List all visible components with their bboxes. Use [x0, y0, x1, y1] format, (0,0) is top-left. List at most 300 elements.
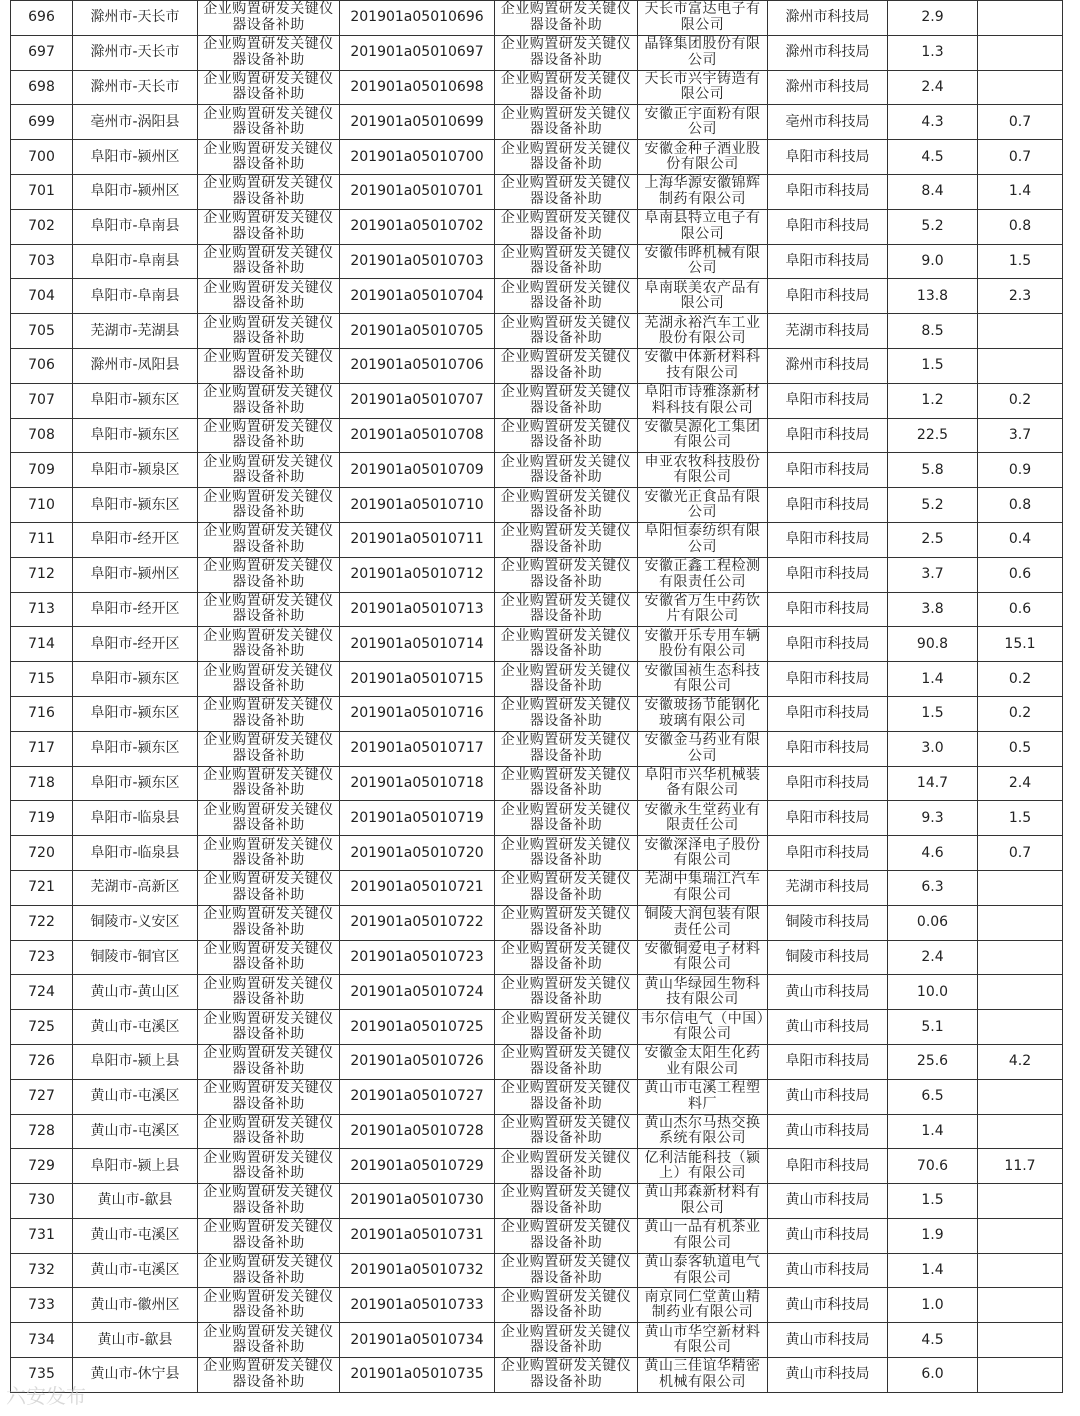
company-cell: 黄山杰尔马热交换系统有限公司 [638, 1114, 768, 1149]
department-cell: 黄山市科技局 [768, 1184, 888, 1219]
region-cell: 黄山市-歙县 [73, 1184, 198, 1219]
project-type-cell: 企业购置研发关键仪器设备补助 [198, 140, 340, 175]
project-code-cell: 201901a05010702 [340, 209, 495, 244]
row-number-cell: 726 [11, 1044, 73, 1079]
project-name-cell: 企业购置研发关键仪器设备补助 [495, 801, 638, 836]
company-cell: 安徽国祯生态科技有限公司 [638, 662, 768, 697]
row-number-cell: 724 [11, 975, 73, 1010]
amount-cell: 25.6 [888, 1044, 978, 1079]
watermark: 六安发布 [6, 1384, 86, 1408]
department-cell: 阜阳市科技局 [768, 766, 888, 801]
project-code-cell: 201901a05010726 [340, 1044, 495, 1079]
company-cell: 安徽正鑫工程检测有限责任公司 [638, 557, 768, 592]
amount-cell: 6.3 [888, 870, 978, 905]
extra-amount-cell: 1.4 [978, 174, 1063, 209]
extra-amount-cell [978, 1323, 1063, 1358]
extra-amount-cell [978, 314, 1063, 349]
project-type-cell: 企业购置研发关键仪器设备补助 [198, 244, 340, 279]
project-type-cell: 企业购置研发关键仪器设备补助 [198, 766, 340, 801]
table-row [11, 244, 1063, 279]
project-name-cell: 企业购置研发关键仪器设备补助 [495, 383, 638, 418]
region-cell: 阜阳市-颍上县 [73, 1149, 198, 1184]
project-type-cell: 企业购置研发关键仪器设备补助 [198, 522, 340, 557]
company-cell: 天长市富达电子有限公司 [638, 1, 768, 36]
project-code-cell: 201901a05010718 [340, 766, 495, 801]
project-type-cell: 企业购置研发关键仪器设备补助 [198, 70, 340, 105]
company-cell: 安徽金马药业有限公司 [638, 731, 768, 766]
extra-amount-cell [978, 905, 1063, 940]
extra-amount-cell: 0.7 [978, 836, 1063, 871]
project-name-cell: 企业购置研发关键仪器设备补助 [495, 1323, 638, 1358]
table-row [11, 975, 1063, 1010]
project-name-cell: 企业购置研发关键仪器设备补助 [495, 1288, 638, 1323]
project-type-cell: 企业购置研发关键仪器设备补助 [198, 1218, 340, 1253]
project-name-cell: 企业购置研发关键仪器设备补助 [495, 1149, 638, 1184]
row-number-cell: 710 [11, 488, 73, 523]
row-number-cell: 729 [11, 1149, 73, 1184]
table-row [11, 1, 1063, 36]
project-name-cell: 企业购置研发关键仪器设备补助 [495, 592, 638, 627]
table-row [11, 70, 1063, 105]
extra-amount-cell: 0.7 [978, 140, 1063, 175]
table-row [11, 905, 1063, 940]
project-type-cell: 企业购置研发关键仪器设备补助 [198, 488, 340, 523]
amount-cell: 2.4 [888, 940, 978, 975]
region-cell: 黄山市-屯溪区 [73, 1253, 198, 1288]
project-code-cell: 201901a05010705 [340, 314, 495, 349]
region-cell: 滁州市-天长市 [73, 35, 198, 70]
amount-cell: 1.4 [888, 1114, 978, 1149]
extra-amount-cell [978, 975, 1063, 1010]
row-number-cell: 713 [11, 592, 73, 627]
department-cell: 阜阳市科技局 [768, 279, 888, 314]
extra-amount-cell: 0.8 [978, 488, 1063, 523]
project-type-cell: 企业购置研发关键仪器设备补助 [198, 1044, 340, 1079]
row-number-cell: 719 [11, 801, 73, 836]
row-number-cell: 707 [11, 383, 73, 418]
region-cell: 黄山市-屯溪区 [73, 1010, 198, 1045]
project-code-cell: 201901a05010729 [340, 1149, 495, 1184]
region-cell: 黄山市-屯溪区 [73, 1079, 198, 1114]
project-code-cell: 201901a05010727 [340, 1079, 495, 1114]
row-number-cell: 722 [11, 905, 73, 940]
company-cell: 芜湖中集瑞江汽车有限公司 [638, 870, 768, 905]
row-number-cell: 734 [11, 1323, 73, 1358]
project-code-cell: 201901a05010706 [340, 348, 495, 383]
department-cell: 阜阳市科技局 [768, 1044, 888, 1079]
project-type-cell: 企业购置研发关键仪器设备补助 [198, 696, 340, 731]
company-cell: 安徽玻扬节能钢化玻璃有限公司 [638, 696, 768, 731]
table-row [11, 522, 1063, 557]
extra-amount-cell: 11.7 [978, 1149, 1063, 1184]
table-row [11, 314, 1063, 349]
project-code-cell: 201901a05010697 [340, 35, 495, 70]
company-cell: 安徽永生堂药业有限责任公司 [638, 801, 768, 836]
project-code-cell: 201901a05010723 [340, 940, 495, 975]
department-cell: 黄山市科技局 [768, 1358, 888, 1393]
table-row [11, 1288, 1063, 1323]
project-name-cell: 企业购置研发关键仪器设备补助 [495, 35, 638, 70]
project-code-cell: 201901a05010722 [340, 905, 495, 940]
project-type-cell: 企业购置研发关键仪器设备补助 [198, 1358, 340, 1393]
amount-cell: 1.5 [888, 348, 978, 383]
table-body [11, 1, 1063, 1393]
region-cell: 黄山市-屯溪区 [73, 1114, 198, 1149]
project-code-cell: 201901a05010714 [340, 627, 495, 662]
project-code-cell: 201901a05010710 [340, 488, 495, 523]
department-cell: 铜陵市科技局 [768, 905, 888, 940]
company-cell: 铜陵大润包装有限责任公司 [638, 905, 768, 940]
extra-amount-cell: 0.7 [978, 105, 1063, 140]
region-cell: 阜阳市-颍东区 [73, 696, 198, 731]
amount-cell: 10.0 [888, 975, 978, 1010]
region-cell: 黄山市-休宁县 [73, 1358, 198, 1393]
extra-amount-cell [978, 35, 1063, 70]
extra-amount-cell [978, 70, 1063, 105]
table-row [11, 105, 1063, 140]
region-cell: 阜阳市-颍东区 [73, 418, 198, 453]
project-name-cell: 企业购置研发关键仪器设备补助 [495, 209, 638, 244]
table-row [11, 1184, 1063, 1219]
amount-cell: 1.9 [888, 1218, 978, 1253]
department-cell: 阜阳市科技局 [768, 696, 888, 731]
project-name-cell: 企业购置研发关键仪器设备补助 [495, 1184, 638, 1219]
region-cell: 铜陵市-义安区 [73, 905, 198, 940]
company-cell: 安徽正宇面粉有限公司 [638, 105, 768, 140]
company-cell: 阜阳市兴华机械装备有限公司 [638, 766, 768, 801]
project-code-cell: 201901a05010724 [340, 975, 495, 1010]
project-code-cell: 201901a05010734 [340, 1323, 495, 1358]
amount-cell: 5.2 [888, 209, 978, 244]
company-cell: 黄山三佳谊华精密机械有限公司 [638, 1358, 768, 1393]
amount-cell: 9.3 [888, 801, 978, 836]
company-cell: 安徽伟晔机械有限公司 [638, 244, 768, 279]
project-code-cell: 201901a05010701 [340, 174, 495, 209]
project-name-cell: 企业购置研发关键仪器设备补助 [495, 1114, 638, 1149]
region-cell: 阜阳市-阜南县 [73, 209, 198, 244]
extra-amount-cell: 0.9 [978, 453, 1063, 488]
table-row [11, 453, 1063, 488]
project-type-cell: 企业购置研发关键仪器设备补助 [198, 1288, 340, 1323]
extra-amount-cell: 1.5 [978, 801, 1063, 836]
department-cell: 阜阳市科技局 [768, 627, 888, 662]
table-row [11, 731, 1063, 766]
row-number-cell: 706 [11, 348, 73, 383]
department-cell: 黄山市科技局 [768, 1323, 888, 1358]
row-number-cell: 711 [11, 522, 73, 557]
funding-table [10, 0, 1063, 1393]
extra-amount-cell: 2.3 [978, 279, 1063, 314]
region-cell: 芜湖市-芜湖县 [73, 314, 198, 349]
project-code-cell: 201901a05010700 [340, 140, 495, 175]
company-cell: 黄山市屯溪工程塑料厂 [638, 1079, 768, 1114]
region-cell: 阜阳市-颍泉区 [73, 453, 198, 488]
row-number-cell: 698 [11, 70, 73, 105]
project-name-cell: 企业购置研发关键仪器设备补助 [495, 627, 638, 662]
table-row [11, 383, 1063, 418]
row-number-cell: 731 [11, 1218, 73, 1253]
project-name-cell: 企业购置研发关键仪器设备补助 [495, 279, 638, 314]
extra-amount-cell: 15.1 [978, 627, 1063, 662]
project-type-cell: 企业购置研发关键仪器设备补助 [198, 279, 340, 314]
project-code-cell: 201901a05010720 [340, 836, 495, 871]
company-cell: 天长市兴宇铸造有限公司 [638, 70, 768, 105]
extra-amount-cell [978, 870, 1063, 905]
project-code-cell: 201901a05010713 [340, 592, 495, 627]
row-number-cell: 701 [11, 174, 73, 209]
department-cell: 阜阳市科技局 [768, 592, 888, 627]
amount-cell: 90.8 [888, 627, 978, 662]
region-cell: 阜阳市-颍东区 [73, 766, 198, 801]
project-code-cell: 201901a05010709 [340, 453, 495, 488]
company-cell: 安徽金种子酒业股份有限公司 [638, 140, 768, 175]
table-row [11, 279, 1063, 314]
table-row [11, 836, 1063, 871]
company-cell: 黄山一品有机茶业有限公司 [638, 1218, 768, 1253]
amount-cell: 2.5 [888, 522, 978, 557]
project-code-cell: 201901a05010711 [340, 522, 495, 557]
table-row [11, 766, 1063, 801]
amount-cell: 4.5 [888, 140, 978, 175]
extra-amount-cell [978, 1010, 1063, 1045]
project-type-cell: 企业购置研发关键仪器设备补助 [198, 801, 340, 836]
extra-amount-cell [978, 1, 1063, 36]
project-code-cell: 201901a05010735 [340, 1358, 495, 1393]
project-code-cell: 201901a05010696 [340, 1, 495, 36]
row-number-cell: 704 [11, 279, 73, 314]
company-cell: 亿利洁能科技（颍上）有限公司 [638, 1149, 768, 1184]
region-cell: 阜阳市-阜南县 [73, 244, 198, 279]
department-cell: 黄山市科技局 [768, 1288, 888, 1323]
project-name-cell: 企业购置研发关键仪器设备补助 [495, 557, 638, 592]
company-cell: 韦尔信电气（中国）有限公司 [638, 1010, 768, 1045]
extra-amount-cell: 0.4 [978, 522, 1063, 557]
company-cell: 阜南县特立电子有限公司 [638, 209, 768, 244]
amount-cell: 14.7 [888, 766, 978, 801]
project-code-cell: 201901a05010716 [340, 696, 495, 731]
project-name-cell: 企业购置研发关键仪器设备补助 [495, 418, 638, 453]
amount-cell: 3.0 [888, 731, 978, 766]
project-type-cell: 企业购置研发关键仪器设备补助 [198, 1149, 340, 1184]
company-cell: 黄山市华空新材料有限公司 [638, 1323, 768, 1358]
project-type-cell: 企业购置研发关键仪器设备补助 [198, 627, 340, 662]
project-type-cell: 企业购置研发关键仪器设备补助 [198, 731, 340, 766]
amount-cell: 70.6 [888, 1149, 978, 1184]
project-code-cell: 201901a05010732 [340, 1253, 495, 1288]
project-code-cell: 201901a05010698 [340, 70, 495, 105]
project-name-cell: 企业购置研发关键仪器设备补助 [495, 662, 638, 697]
table-row [11, 870, 1063, 905]
project-name-cell: 企业购置研发关键仪器设备补助 [495, 1253, 638, 1288]
department-cell: 阜阳市科技局 [768, 557, 888, 592]
row-number-cell: 700 [11, 140, 73, 175]
project-type-cell: 企业购置研发关键仪器设备补助 [198, 174, 340, 209]
region-cell: 黄山市-徽州区 [73, 1288, 198, 1323]
amount-cell: 5.2 [888, 488, 978, 523]
row-number-cell: 709 [11, 453, 73, 488]
amount-cell: 5.1 [888, 1010, 978, 1045]
project-type-cell: 企业购置研发关键仪器设备补助 [198, 662, 340, 697]
region-cell: 滁州市-凤阳县 [73, 348, 198, 383]
department-cell: 阜阳市科技局 [768, 488, 888, 523]
department-cell: 阜阳市科技局 [768, 383, 888, 418]
department-cell: 阜阳市科技局 [768, 140, 888, 175]
region-cell: 阜阳市-颍上县 [73, 1044, 198, 1079]
row-number-cell: 715 [11, 662, 73, 697]
department-cell: 阜阳市科技局 [768, 453, 888, 488]
amount-cell: 6.5 [888, 1079, 978, 1114]
department-cell: 滁州市科技局 [768, 348, 888, 383]
row-number-cell: 723 [11, 940, 73, 975]
project-type-cell: 企业购置研发关键仪器设备补助 [198, 383, 340, 418]
project-code-cell: 201901a05010728 [340, 1114, 495, 1149]
project-type-cell: 企业购置研发关键仪器设备补助 [198, 1253, 340, 1288]
company-cell: 芜湖永裕汽车工业股份有限公司 [638, 314, 768, 349]
table-row [11, 627, 1063, 662]
region-cell: 阜阳市-经开区 [73, 627, 198, 662]
project-name-cell: 企业购置研发关键仪器设备补助 [495, 731, 638, 766]
company-cell: 上海华源安徽锦辉制药有限公司 [638, 174, 768, 209]
table-row [11, 1253, 1063, 1288]
project-code-cell: 201901a05010703 [340, 244, 495, 279]
region-cell: 滁州市-天长市 [73, 1, 198, 36]
region-cell: 芜湖市-高新区 [73, 870, 198, 905]
table-row [11, 348, 1063, 383]
extra-amount-cell: 2.4 [978, 766, 1063, 801]
region-cell: 阜阳市-颍州区 [73, 140, 198, 175]
department-cell: 阜阳市科技局 [768, 801, 888, 836]
project-name-cell: 企业购置研发关键仪器设备补助 [495, 105, 638, 140]
table-row [11, 1218, 1063, 1253]
amount-cell: 9.0 [888, 244, 978, 279]
extra-amount-cell: 0.6 [978, 592, 1063, 627]
department-cell: 滁州市科技局 [768, 70, 888, 105]
department-cell: 黄山市科技局 [768, 1010, 888, 1045]
project-name-cell: 企业购置研发关键仪器设备补助 [495, 940, 638, 975]
project-type-cell: 企业购置研发关键仪器设备补助 [198, 870, 340, 905]
company-cell: 安徽开乐专用车辆股份有限公司 [638, 627, 768, 662]
company-cell: 安徽中体新材料科技有限公司 [638, 348, 768, 383]
company-cell: 黄山邦森新材料有限公司 [638, 1184, 768, 1219]
department-cell: 阜阳市科技局 [768, 522, 888, 557]
extra-amount-cell [978, 940, 1063, 975]
row-number-cell: 732 [11, 1253, 73, 1288]
extra-amount-cell [978, 1218, 1063, 1253]
project-code-cell: 201901a05010721 [340, 870, 495, 905]
row-number-cell: 714 [11, 627, 73, 662]
amount-cell: 2.4 [888, 70, 978, 105]
table-row [11, 801, 1063, 836]
project-code-cell: 201901a05010731 [340, 1218, 495, 1253]
project-name-cell: 企业购置研发关键仪器设备补助 [495, 1, 638, 36]
amount-cell: 2.9 [888, 1, 978, 36]
region-cell: 黄山市-黄山区 [73, 975, 198, 1010]
amount-cell: 8.5 [888, 314, 978, 349]
project-name-cell: 企业购置研发关键仪器设备补助 [495, 1010, 638, 1045]
extra-amount-cell: 0.8 [978, 209, 1063, 244]
department-cell: 芜湖市科技局 [768, 314, 888, 349]
department-cell: 亳州市科技局 [768, 105, 888, 140]
department-cell: 黄山市科技局 [768, 1218, 888, 1253]
table-row [11, 35, 1063, 70]
amount-cell: 1.5 [888, 696, 978, 731]
extra-amount-cell [978, 1184, 1063, 1219]
department-cell: 黄山市科技局 [768, 1079, 888, 1114]
project-type-cell: 企业购置研发关键仪器设备补助 [198, 836, 340, 871]
table-row [11, 1323, 1063, 1358]
region-cell: 阜阳市-颍东区 [73, 662, 198, 697]
project-code-cell: 201901a05010717 [340, 731, 495, 766]
company-cell: 安徽省万生中药饮片有限公司 [638, 592, 768, 627]
project-code-cell: 201901a05010707 [340, 383, 495, 418]
project-name-cell: 企业购置研发关键仪器设备补助 [495, 140, 638, 175]
amount-cell: 1.2 [888, 383, 978, 418]
row-number-cell: 727 [11, 1079, 73, 1114]
extra-amount-cell: 0.2 [978, 662, 1063, 697]
amount-cell: 1.3 [888, 35, 978, 70]
project-name-cell: 企业购置研发关键仪器设备补助 [495, 348, 638, 383]
row-number-cell: 720 [11, 836, 73, 871]
project-name-cell: 企业购置研发关键仪器设备补助 [495, 1358, 638, 1393]
project-type-cell: 企业购置研发关键仪器设备补助 [198, 557, 340, 592]
amount-cell: 3.7 [888, 557, 978, 592]
project-code-cell: 201901a05010712 [340, 557, 495, 592]
project-name-cell: 企业购置研发关键仪器设备补助 [495, 975, 638, 1010]
extra-amount-cell [978, 1114, 1063, 1149]
table-row [11, 140, 1063, 175]
region-cell: 铜陵市-铜官区 [73, 940, 198, 975]
project-name-cell: 企业购置研发关键仪器设备补助 [495, 696, 638, 731]
project-code-cell: 201901a05010704 [340, 279, 495, 314]
project-type-cell: 企业购置研发关键仪器设备补助 [198, 975, 340, 1010]
region-cell: 阜阳市-颍州区 [73, 174, 198, 209]
extra-amount-cell: 1.5 [978, 244, 1063, 279]
row-number-cell: 717 [11, 731, 73, 766]
project-type-cell: 企业购置研发关键仪器设备补助 [198, 1184, 340, 1219]
company-cell: 黄山华绿园生物科技有限公司 [638, 975, 768, 1010]
project-type-cell: 企业购置研发关键仪器设备补助 [198, 1323, 340, 1358]
department-cell: 黄山市科技局 [768, 1253, 888, 1288]
project-type-cell: 企业购置研发关键仪器设备补助 [198, 1079, 340, 1114]
amount-cell: 3.8 [888, 592, 978, 627]
amount-cell: 1.0 [888, 1288, 978, 1323]
row-number-cell: 702 [11, 209, 73, 244]
amount-cell: 4.5 [888, 1323, 978, 1358]
table-row [11, 1358, 1063, 1393]
project-code-cell: 201901a05010708 [340, 418, 495, 453]
department-cell: 阜阳市科技局 [768, 174, 888, 209]
extra-amount-cell: 0.5 [978, 731, 1063, 766]
table-row [11, 696, 1063, 731]
company-cell: 阜阳恒泰纺织有限公司 [638, 522, 768, 557]
region-cell: 阜阳市-经开区 [73, 522, 198, 557]
table-row [11, 1044, 1063, 1079]
project-type-cell: 企业购置研发关键仪器设备补助 [198, 1, 340, 36]
company-cell: 安徽昊源化工集团有限公司 [638, 418, 768, 453]
amount-cell: 4.6 [888, 836, 978, 871]
table-row [11, 209, 1063, 244]
row-number-cell: 735 [11, 1358, 73, 1393]
table-row [11, 174, 1063, 209]
project-name-cell: 企业购置研发关键仪器设备补助 [495, 488, 638, 523]
table-row [11, 1149, 1063, 1184]
department-cell: 阜阳市科技局 [768, 731, 888, 766]
row-number-cell: 733 [11, 1288, 73, 1323]
project-type-cell: 企业购置研发关键仪器设备补助 [198, 940, 340, 975]
department-cell: 滁州市科技局 [768, 35, 888, 70]
project-type-cell: 企业购置研发关键仪器设备补助 [198, 453, 340, 488]
region-cell: 黄山市-屯溪区 [73, 1218, 198, 1253]
